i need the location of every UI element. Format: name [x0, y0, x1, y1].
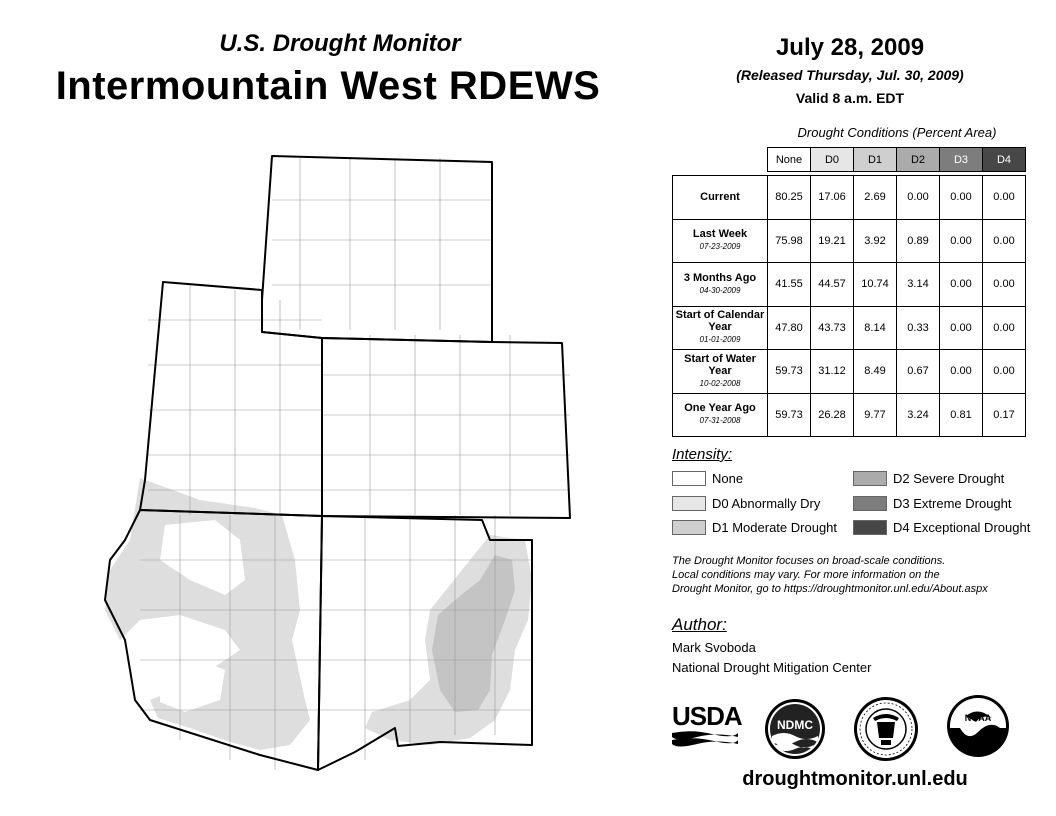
legend-swatch — [853, 520, 887, 535]
table-cell: 0.81 — [940, 393, 983, 437]
table-cell: 0.33 — [897, 306, 940, 350]
table-cell: 3.14 — [897, 263, 940, 307]
author-organization: National Drought Mitigation Center — [672, 660, 872, 675]
row-label: One Year Ago 07-31-2008 — [673, 393, 768, 437]
legend-swatch — [853, 496, 887, 511]
table-cell: 59.73 — [768, 393, 811, 437]
legend-swatch — [672, 471, 706, 486]
usda-logo: USDA — [672, 703, 738, 749]
table-cell: 19.21 — [811, 219, 854, 263]
table-cell: 0.00 — [940, 263, 983, 307]
drought-map — [0, 140, 660, 780]
table-row — [673, 219, 1026, 263]
map-subtitle: U.S. Drought Monitor — [219, 30, 461, 57]
table-cell: 2.69 — [854, 176, 897, 220]
legend-swatch — [853, 471, 887, 486]
table-cell: 43.73 — [811, 306, 854, 350]
table-cell: 41.55 — [768, 263, 811, 307]
table-cell: 0.00 — [940, 350, 983, 394]
row-label: Last Week 07-23-2009 — [673, 219, 768, 263]
table-cell: 8.14 — [854, 306, 897, 350]
release-date: (Released Thursday, Jul. 30, 2009) — [736, 67, 964, 83]
col-header-d1: D1 — [854, 148, 897, 172]
table-cell: 17.06 — [811, 176, 854, 220]
table-cell: 44.57 — [811, 263, 854, 307]
table-row — [673, 350, 1026, 394]
table-cell: 0.67 — [897, 350, 940, 394]
legend-item-d2: D2 Severe Drought — [853, 471, 1004, 486]
legend-item-d0: D0 Abnormally Dry — [672, 496, 820, 511]
col-header-d0: D0 — [811, 148, 854, 172]
table-cell: 10.74 — [854, 263, 897, 307]
utah-outline — [140, 282, 322, 516]
table-row — [673, 306, 1026, 350]
footer-url[interactable]: droughtmonitor.unl.edu — [742, 768, 968, 790]
svg-text:NDMC: NDMC — [777, 718, 813, 732]
table-cell: 47.80 — [768, 306, 811, 350]
table-cell: 0.89 — [897, 219, 940, 263]
table-cell: 0.00 — [897, 176, 940, 220]
table-cell: 0.00 — [983, 306, 1026, 350]
table-cell: 3.24 — [897, 393, 940, 437]
map-date: July 28, 2009 — [775, 34, 925, 61]
usda-hills-icon — [672, 729, 738, 749]
col-header-d3: D3 — [940, 148, 983, 172]
disclaimer-note: The Drought Monitor focuses on broad-scale conditions. Local conditions may vary. For more information on the Drought Monitor, go to https://droughtmonitor.unl.edu/About.aspx — [672, 555, 988, 595]
table-cell: 0.00 — [940, 219, 983, 263]
table-cell: 0.00 — [983, 219, 1026, 263]
legend-item-d3: D3 Extreme Drought — [853, 496, 1012, 511]
table-caption: Drought Conditions (Percent Area) — [797, 125, 997, 140]
wyoming-outline — [262, 156, 492, 342]
table-cell: 59.73 — [768, 350, 811, 394]
row-label: Start of Water Year 10-02-2008 — [673, 350, 768, 394]
table-cell: 0.00 — [983, 263, 1026, 307]
col-header-none: None — [768, 148, 811, 172]
table-cell: 0.00 — [940, 176, 983, 220]
author-heading: Author: — [672, 615, 727, 634]
table-cell: 0.00 — [983, 176, 1026, 220]
noaa-logo — [946, 694, 1010, 758]
table-row — [673, 263, 1026, 307]
table-cell: 0.17 — [983, 393, 1026, 437]
table-cell: 80.25 — [768, 176, 811, 220]
legend-item-d4: D4 Exceptional Drought — [853, 520, 1030, 535]
map-title: Intermountain West RDEWS — [55, 64, 601, 108]
col-header-d4: D4 — [983, 148, 1026, 172]
table-row — [673, 393, 1026, 437]
legend-item-none: None — [672, 471, 743, 486]
valid-time: Valid 8 a.m. EDT — [795, 90, 905, 106]
table-header-row — [673, 148, 1026, 172]
row-label: Start of Calendar Year 01-01-2009 — [673, 306, 768, 350]
drought-conditions-table — [672, 147, 1026, 437]
table-cell: 31.12 — [811, 350, 854, 394]
table-cell: 3.92 — [854, 219, 897, 263]
legend-swatch — [672, 520, 706, 535]
commerce-seal-logo — [853, 696, 919, 762]
legend-swatch — [672, 496, 706, 511]
col-header-d2: D2 — [897, 148, 940, 172]
svg-text:NOAA: NOAA — [964, 713, 992, 723]
row-label: Current — [673, 176, 768, 220]
ndmc-logo — [764, 698, 826, 760]
table-cell: 0.00 — [940, 306, 983, 350]
legend-item-d1: D1 Moderate Drought — [672, 520, 837, 535]
author-name: Mark Svoboda — [672, 640, 756, 655]
legend-title: Intensity: — [672, 446, 733, 463]
table-row — [673, 176, 1026, 220]
table-cell: 8.49 — [854, 350, 897, 394]
table-cell: 75.98 — [768, 219, 811, 263]
row-label: 3 Months Ago 04-30-2009 — [673, 263, 768, 307]
table-cell: 26.28 — [811, 393, 854, 437]
table-cell: 9.77 — [854, 393, 897, 437]
colorado-outline — [322, 338, 570, 518]
table-cell: 0.00 — [983, 350, 1026, 394]
